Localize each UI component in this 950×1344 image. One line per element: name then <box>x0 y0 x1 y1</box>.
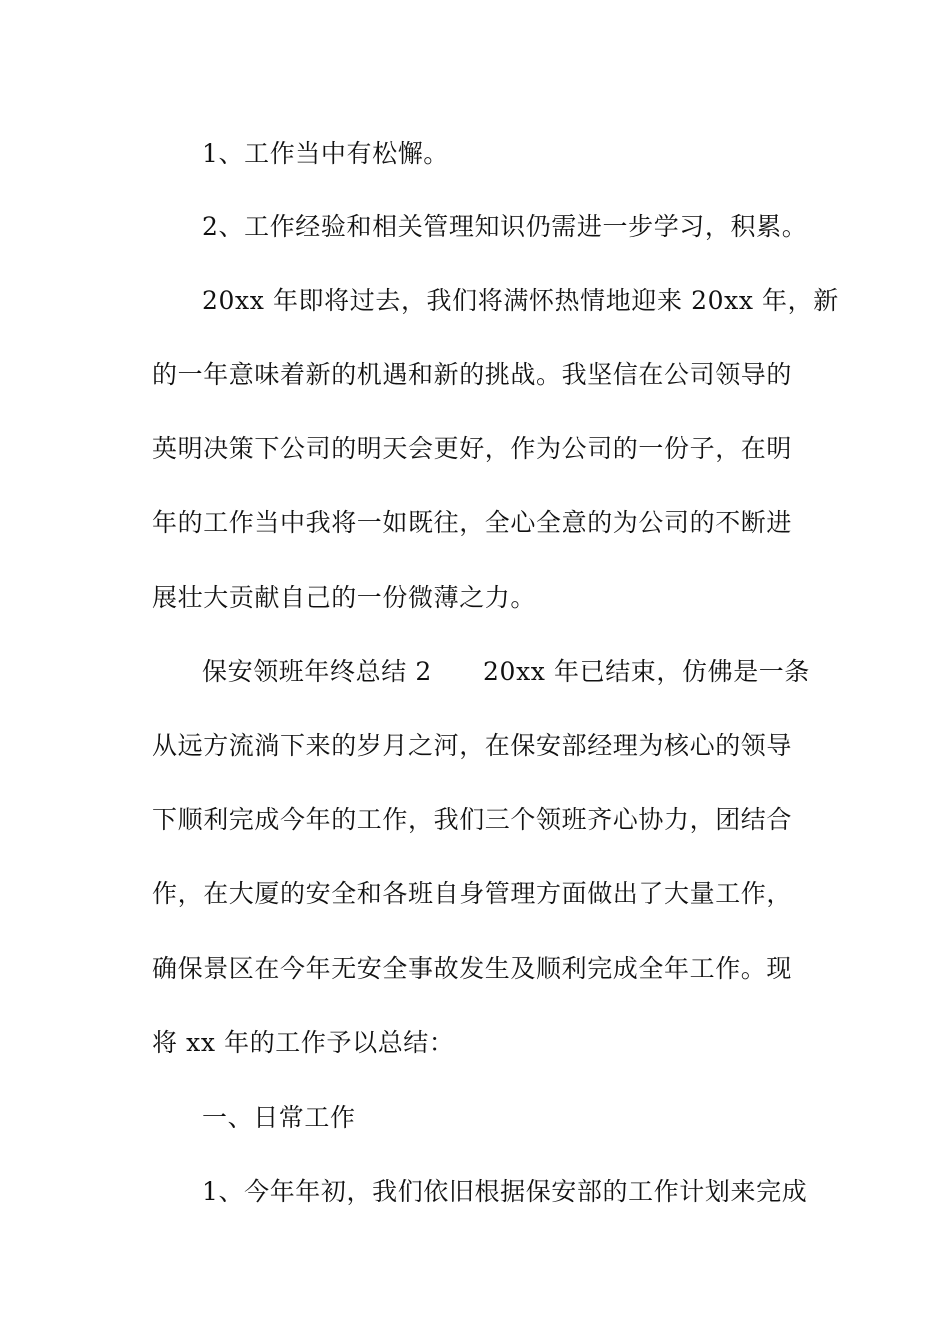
paragraph-line: 将 xx 年的工作予以总结： <box>152 1028 455 1057</box>
paragraph-line: 年的工作当中我将一如既往，全心全意的为公司的不断进 <box>152 508 793 537</box>
paragraph-line: 确保景区在今年无安全事故发生及顺利完成全年工作。现 <box>152 954 793 983</box>
paragraph-line: 的一年意味着新的机遇和新的挑战。我坚信在公司领导的 <box>152 360 793 389</box>
paragraph-line: 2、工作经验和相关管理知识仍需进一步学习，积累。 <box>202 212 808 241</box>
section-heading: 一、日常工作 <box>202 1103 356 1132</box>
paragraph-line: 20xx 年即将过去，我们将满怀热情地迎来 20xx 年，新 <box>202 286 839 315</box>
paragraph-line: 1、今年年初，我们依旧根据保安部的工作计划来完成 <box>202 1177 808 1206</box>
paragraph-line: 下顺利完成今年的工作，我们三个领班齐心协力，团结合 <box>152 805 793 834</box>
paragraph-line: 英明决策下公司的明天会更好，作为公司的一份子，在明 <box>152 434 793 463</box>
paragraph-line: 展壮大贡献自己的一份微薄之力。 <box>152 583 537 612</box>
paragraph-line: 1、工作当中有松懈。 <box>202 139 449 168</box>
paragraph-line: 保安领班年终总结 2 20xx 年已结束，仿佛是一条 <box>202 657 811 686</box>
paragraph-line: 从远方流淌下来的岁月之河，在保安部经理为核心的领导 <box>152 731 793 760</box>
paragraph-line: 作，在大厦的安全和各班自身管理方面做出了大量工作， <box>152 879 793 908</box>
